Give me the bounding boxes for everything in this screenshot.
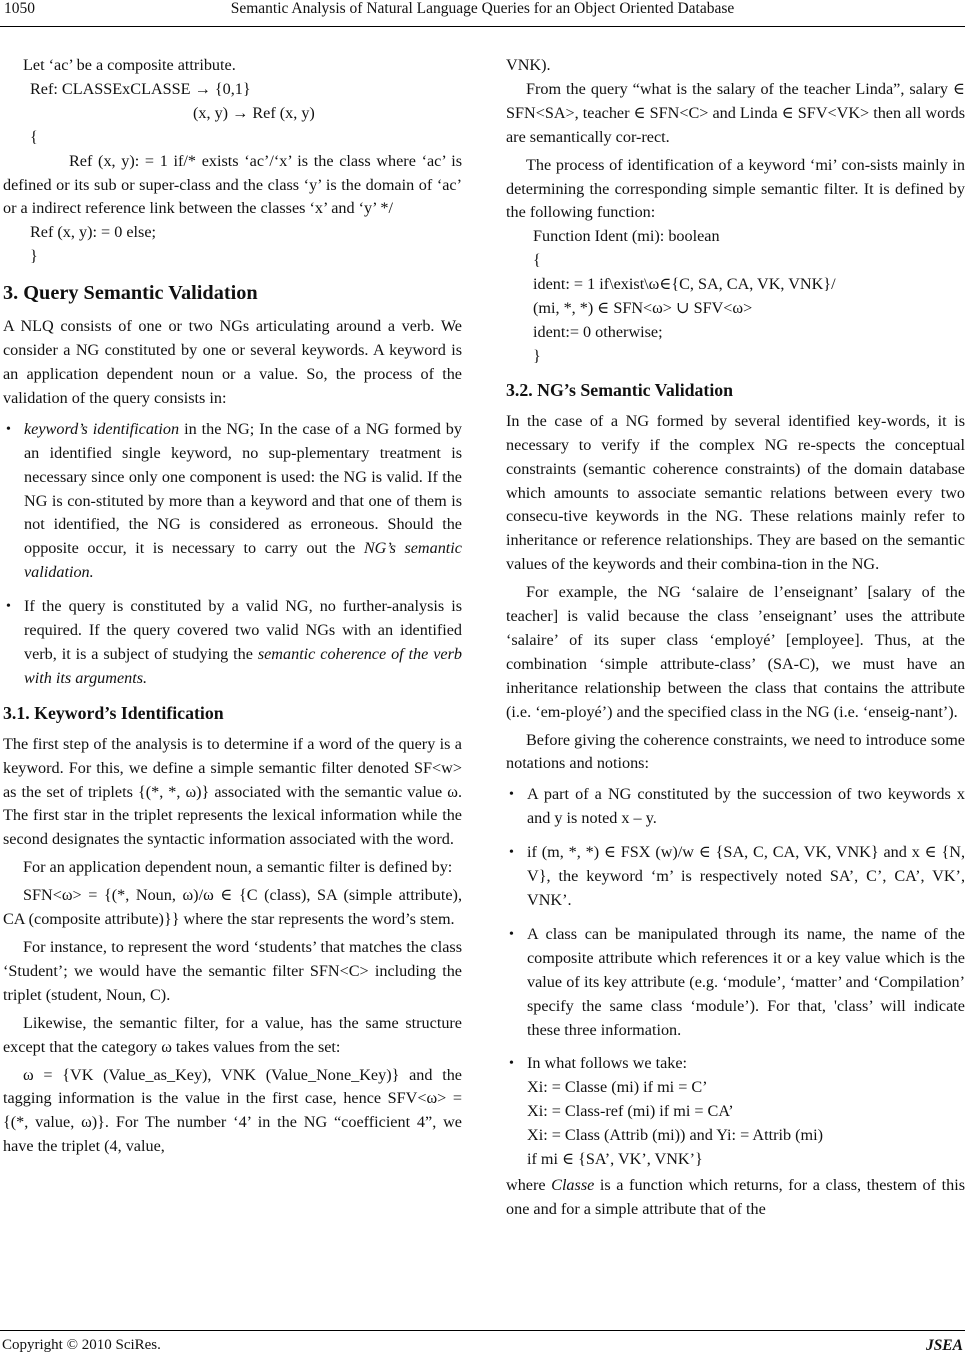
emphasis-text: semantic coherence of the verb with its arguments. — [24, 644, 462, 687]
code-line: } — [533, 346, 541, 365]
copyright-notice: Copyright © 2010 SciRes. — [2, 1337, 161, 1353]
paragraph: The process of identification of a keyword ‘mi’ con-sists mainly in determining the corresponding simple semantic filter. It is defined by the following function: — [506, 155, 965, 222]
left-column — [3, 54, 462, 1159]
bullet-text: • In what follows we take: — [527, 1054, 688, 1073]
paragraph: For instance, to represent the word ‘students’ that matches the class ‘Student’; we would have the semantic filter SFN<C> including the triplet (student, Noun, C). — [3, 938, 462, 1004]
code-line: { — [533, 251, 541, 270]
footer-divider — [0, 1330, 965, 1331]
paragraph: VNK). — [506, 56, 551, 74]
definition-line: Xi: = Class-ref (mi) if mi = CA’ — [527, 1102, 734, 1121]
running-title: Semantic Analysis of Natural Language Queries for an Object Oriented Database — [230, 0, 735, 17]
code-line: } — [30, 247, 38, 266]
paragraph: For example, the NG ‘salaire de l’enseignant’ [salary of the teacher] is valid because the class ’enseignant’ uses the attribute ‘salaire’ of its super class ‘employé’ [employee]. Thus, at the combination ‘simple attribute-class’ (SA-C), we must have an inheritance relationship between the class that contains the attribute (i.e. ‘em-ployé’) and the specified class in the NG (i.e. ‘enseig-nant’). — [506, 583, 965, 721]
header-divider — [0, 26, 965, 27]
bullet-item: • A part of a NG constituted by the succession of two keywords x and y is noted x – y. — [506, 783, 965, 831]
code-line: ident:= 0 otherwise; — [533, 322, 663, 341]
paragraph: In the case of a NG formed by several identified key-words, it is necessary to verify if the complex NG re-spects the conceptual constraints (semantic coherence constraints) of the domain database which amounts to associate semantic relations between every two consecu-tive keywords in the NG. These relations mainly refer to inheritance or reference relationships. They are based on the semantic values of the keywords and their combina-tion in the NG. — [506, 411, 965, 574]
paragraph-text: is a function which returns, for a class, thestem of this one and for a simple attribute that of the — [506, 1175, 965, 1218]
code-line: { — [30, 127, 38, 146]
page-number: 1050 — [4, 0, 35, 17]
bullet-list — [3, 418, 462, 691]
bullet-list — [506, 783, 965, 1172]
bullet-item — [506, 1052, 965, 1172]
paragraph: From the query “what is the salary of the teacher Linda”, salary ∈ SFN<SA>, teacher ∈ SFN<C> and Linda ∈ SFV<VK> then all words are semantically cor-rect. — [506, 79, 965, 146]
paragraph: Before giving the coherence constraints, we need to introduce some notations and notions: — [506, 730, 965, 773]
section-heading: 3. Query Semantic Validation — [3, 282, 258, 305]
subsection-heading: 3.2. NG’s Semantic Validation — [506, 379, 734, 400]
paragraph: Let ‘ac’ be a composite attribute. — [23, 56, 236, 74]
emphasis-text: NG’s semantic validation. — [24, 539, 462, 582]
definition-line: Xi: = Class (Attrib (mi)) and Yi: = Attrib (mi) — [527, 1126, 823, 1145]
bullet-item: • A class can be manipulated through its name, the name of the composite attribute which references it or a key value which is the value of its key attribute (e.g. ‘module’, ‘matter’ and ‘Compilation’ specify the same class ‘module’). For that, 'class’ will indicate these three information. — [506, 923, 965, 1043]
paragraph: SFN<ω> = {(*, Noun, ω)/ω ∈ {C (class), SA (simple attribute), CA (composite attribute)}} where the star represents the word’s stem. — [3, 886, 462, 929]
paragraph-text: where — [506, 1175, 552, 1194]
code-line: Ref: CLASSExCLASSE → {0,1} — [30, 79, 251, 98]
emphasis-text: Classe — [551, 1175, 595, 1194]
paragraph — [506, 1174, 965, 1222]
paragraph: For an application dependent noun, a semantic filter is defined by: — [23, 858, 453, 877]
code-line: (x, y) → Ref (x, y) — [193, 103, 315, 122]
code-line: Function Ident (mi): boolean — [533, 227, 720, 246]
bullet-item: • if (m, *, *) ∈ FSX (w)/w ∈ {SA, C, CA, VK, VNK} and x ∈ {N, V}, the keyword ‘m’ is respectively noted SA’, C’, CA’, VK’, VNK’. — [506, 841, 965, 913]
paragraph: A NLQ consists of one or two NGs articulating around a verb. We consider a NG constituted by one or several keywords. A keyword is an application dependent noun or a value. So, the process of the validation of the query consists in: — [3, 317, 462, 407]
bullet-item — [3, 418, 462, 585]
paragraph: The first step of the analysis is to determine if a word of the query is a keyword. For this, we define a simple semantic filter denoted SF<w> as the set of triplets {(*, *, ω)} associated with the semantic value ω. The first star in the triplet represents the lexical information while the second designates the syntactic information associated with the word. — [3, 734, 462, 849]
journal-abbreviation: JSEA — [925, 1337, 963, 1354]
bullet-item — [3, 595, 462, 691]
right-column — [506, 54, 965, 1222]
bullet-text: in the NG; In the case of a NG formed by an identified single keyword, no sup-plementary treatment is necessary since only one component is used: the NG is valid. If the NG is con-stituted by more than a keyword and that one of them is not identified, the NG is considered as erroneous. Should the opposite occur, it is necessary to carry out the — [24, 419, 462, 558]
code-line: (mi, *, *) ∈ SFN<ω> ∪ SFV<ω> — [533, 299, 753, 318]
paragraph: Likewise, the semantic filter, for a value, has the same structure except that the category ω takes values from the set: — [3, 1013, 462, 1056]
code-line: Ref (x, y): = 0 else; — [30, 223, 157, 242]
paragraph: ω = {VK (Value_as_Key), VNK (Value_None_Key)} and the tagging information is the value in the first case, hence SFV<ω> = {(*, value, ω)}. For The number ‘4’ in the NG “coefficient 4”, we have the triplet (4, value, — [3, 1065, 462, 1156]
subsection-heading: 3.1. Keyword’s Identification — [3, 702, 224, 723]
definition-line: if mi ∈ {SA’, VK’, VNK’} — [527, 1150, 703, 1169]
code-paragraph: Ref (x, y): = 1 if/* exists ‘ac’/‘x’ is the class where ‘ac’ is defined or its sub or super-class and the class ‘y’ is the domain of ‘ac’ or a indirect reference link between the classes ‘x’ and ‘y’ */ — [3, 151, 462, 218]
bullet-text: If the query is constituted by a valid NG, no further-analysis is required. If the query covered two valid NGs with an identified verb, it is a subject of studying the — [24, 597, 462, 663]
emphasis-text: keyword’s identification — [24, 419, 180, 438]
definition-line: Xi: = Classe (mi) if mi = C’ — [527, 1078, 708, 1097]
code-line: ident: = 1 if\exist\ω∈{C, SA, CA, VK, VNK}/ — [533, 275, 836, 294]
